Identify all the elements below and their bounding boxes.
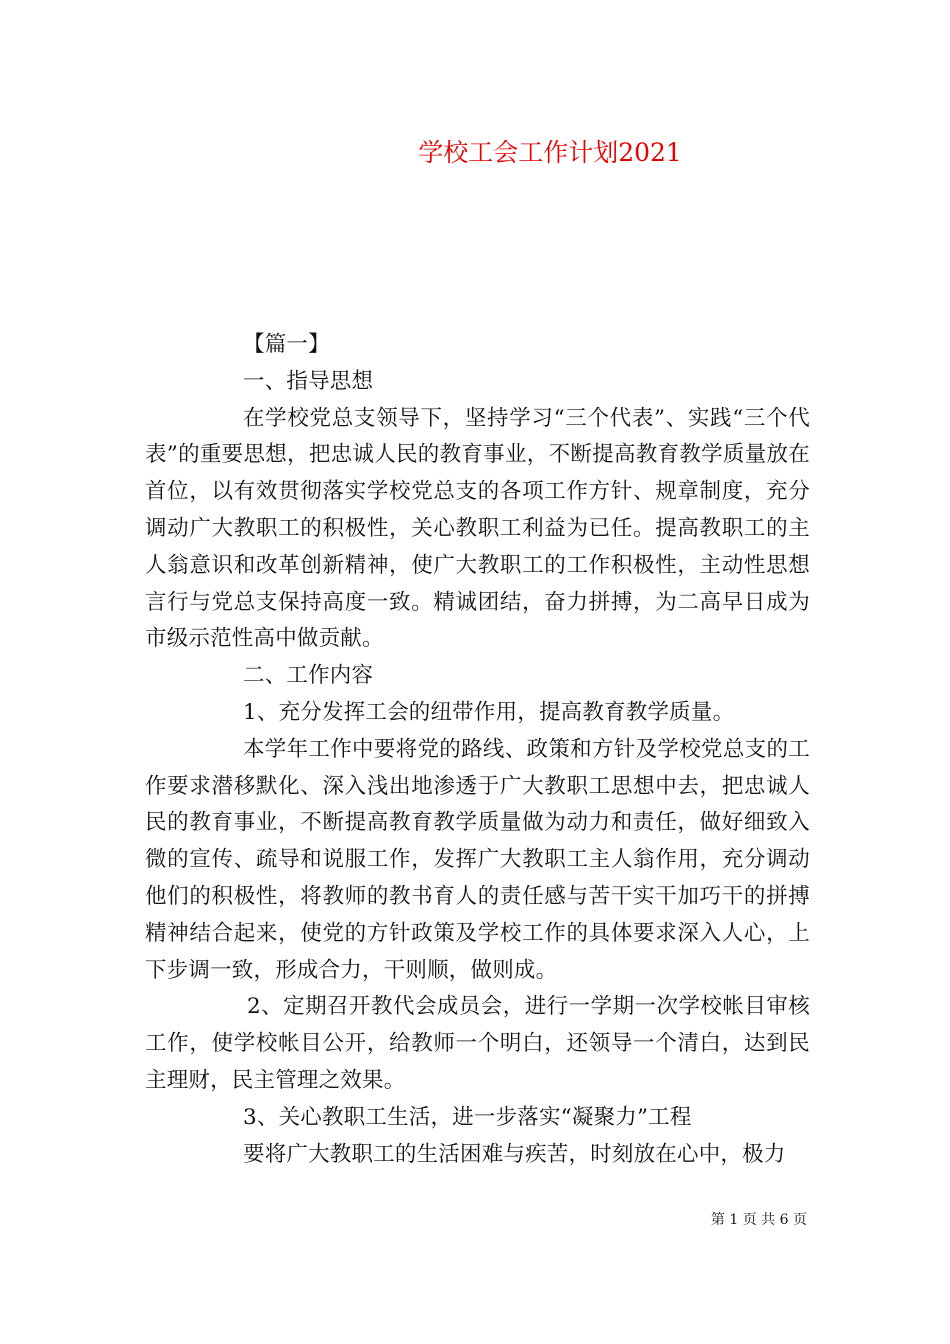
item-3-heading: 3、关心教职工生活，进一步落实“凝聚力”工程 <box>243 1104 692 1130</box>
paragraph-item-2: 2、定期召开教代会成员会，进行一学期一次学校帐目审核工作，使学校帐目公开，给教师一个明白，还领导一个清白，达到民主理财，民主管理之效果。 <box>145 994 810 1093</box>
heading-guiding-ideology: 一、指导思想 <box>243 368 374 394</box>
section-marker: 【篇一】 <box>243 332 330 357</box>
document-body <box>145 327 810 1173</box>
heading-work-content: 二、工作内容 <box>243 663 374 689</box>
paragraph-guiding-ideology: 在学校党总支领导下，坚持学习“三个代表”、实践“三个代表”的重要思想，把忠诚人民的教育事业，不断提高教育教学质量放在首位，以有效贯彻落实学校党总支的各项工作方针、规章制度，充分调动广大教职工的积极性，关心教职工利益为已任。提高教职工的主人翁意识和改革创新精神，使广大教职工的工作积极性，主动性思想言行与党总支保持高度一致。精诚团结，奋力拼搏，为二高早日成为市级示范性高中做贡献。 <box>145 405 810 652</box>
paragraph-item-1: 本学年工作中要将党的路线、政策和方针及学校党总支的工作要求潜移默化、深入浅出地渗透于广大教职工思想中去，把忠诚人民的教育事业，不断提高教育教学质量做为动力和责任，做好细致入微的宣传、疏导和说服工作，发挥广大教职工主人翁作用，充分调动他们的积极性，将教师的教书育人的责任感与苦干实干加巧干的拼搏精神结合起来，使党的方针政策及学校工作的具体要求深入人心，上下步调一致，形成合力，干则顺，做则成。 <box>145 736 810 983</box>
paragraph-item-3: 要将广大教职工的生活困难与疾苦，时刻放在心中，极力 <box>243 1141 786 1167</box>
item-1-heading: 1、充分发挥工会的纽带作用，提高教育教学质量。 <box>243 699 735 725</box>
document-title: 学校工会工作计划2021 <box>418 138 682 167</box>
page-number-footer: 第 1 页 共 6 页 <box>710 1212 807 1228</box>
